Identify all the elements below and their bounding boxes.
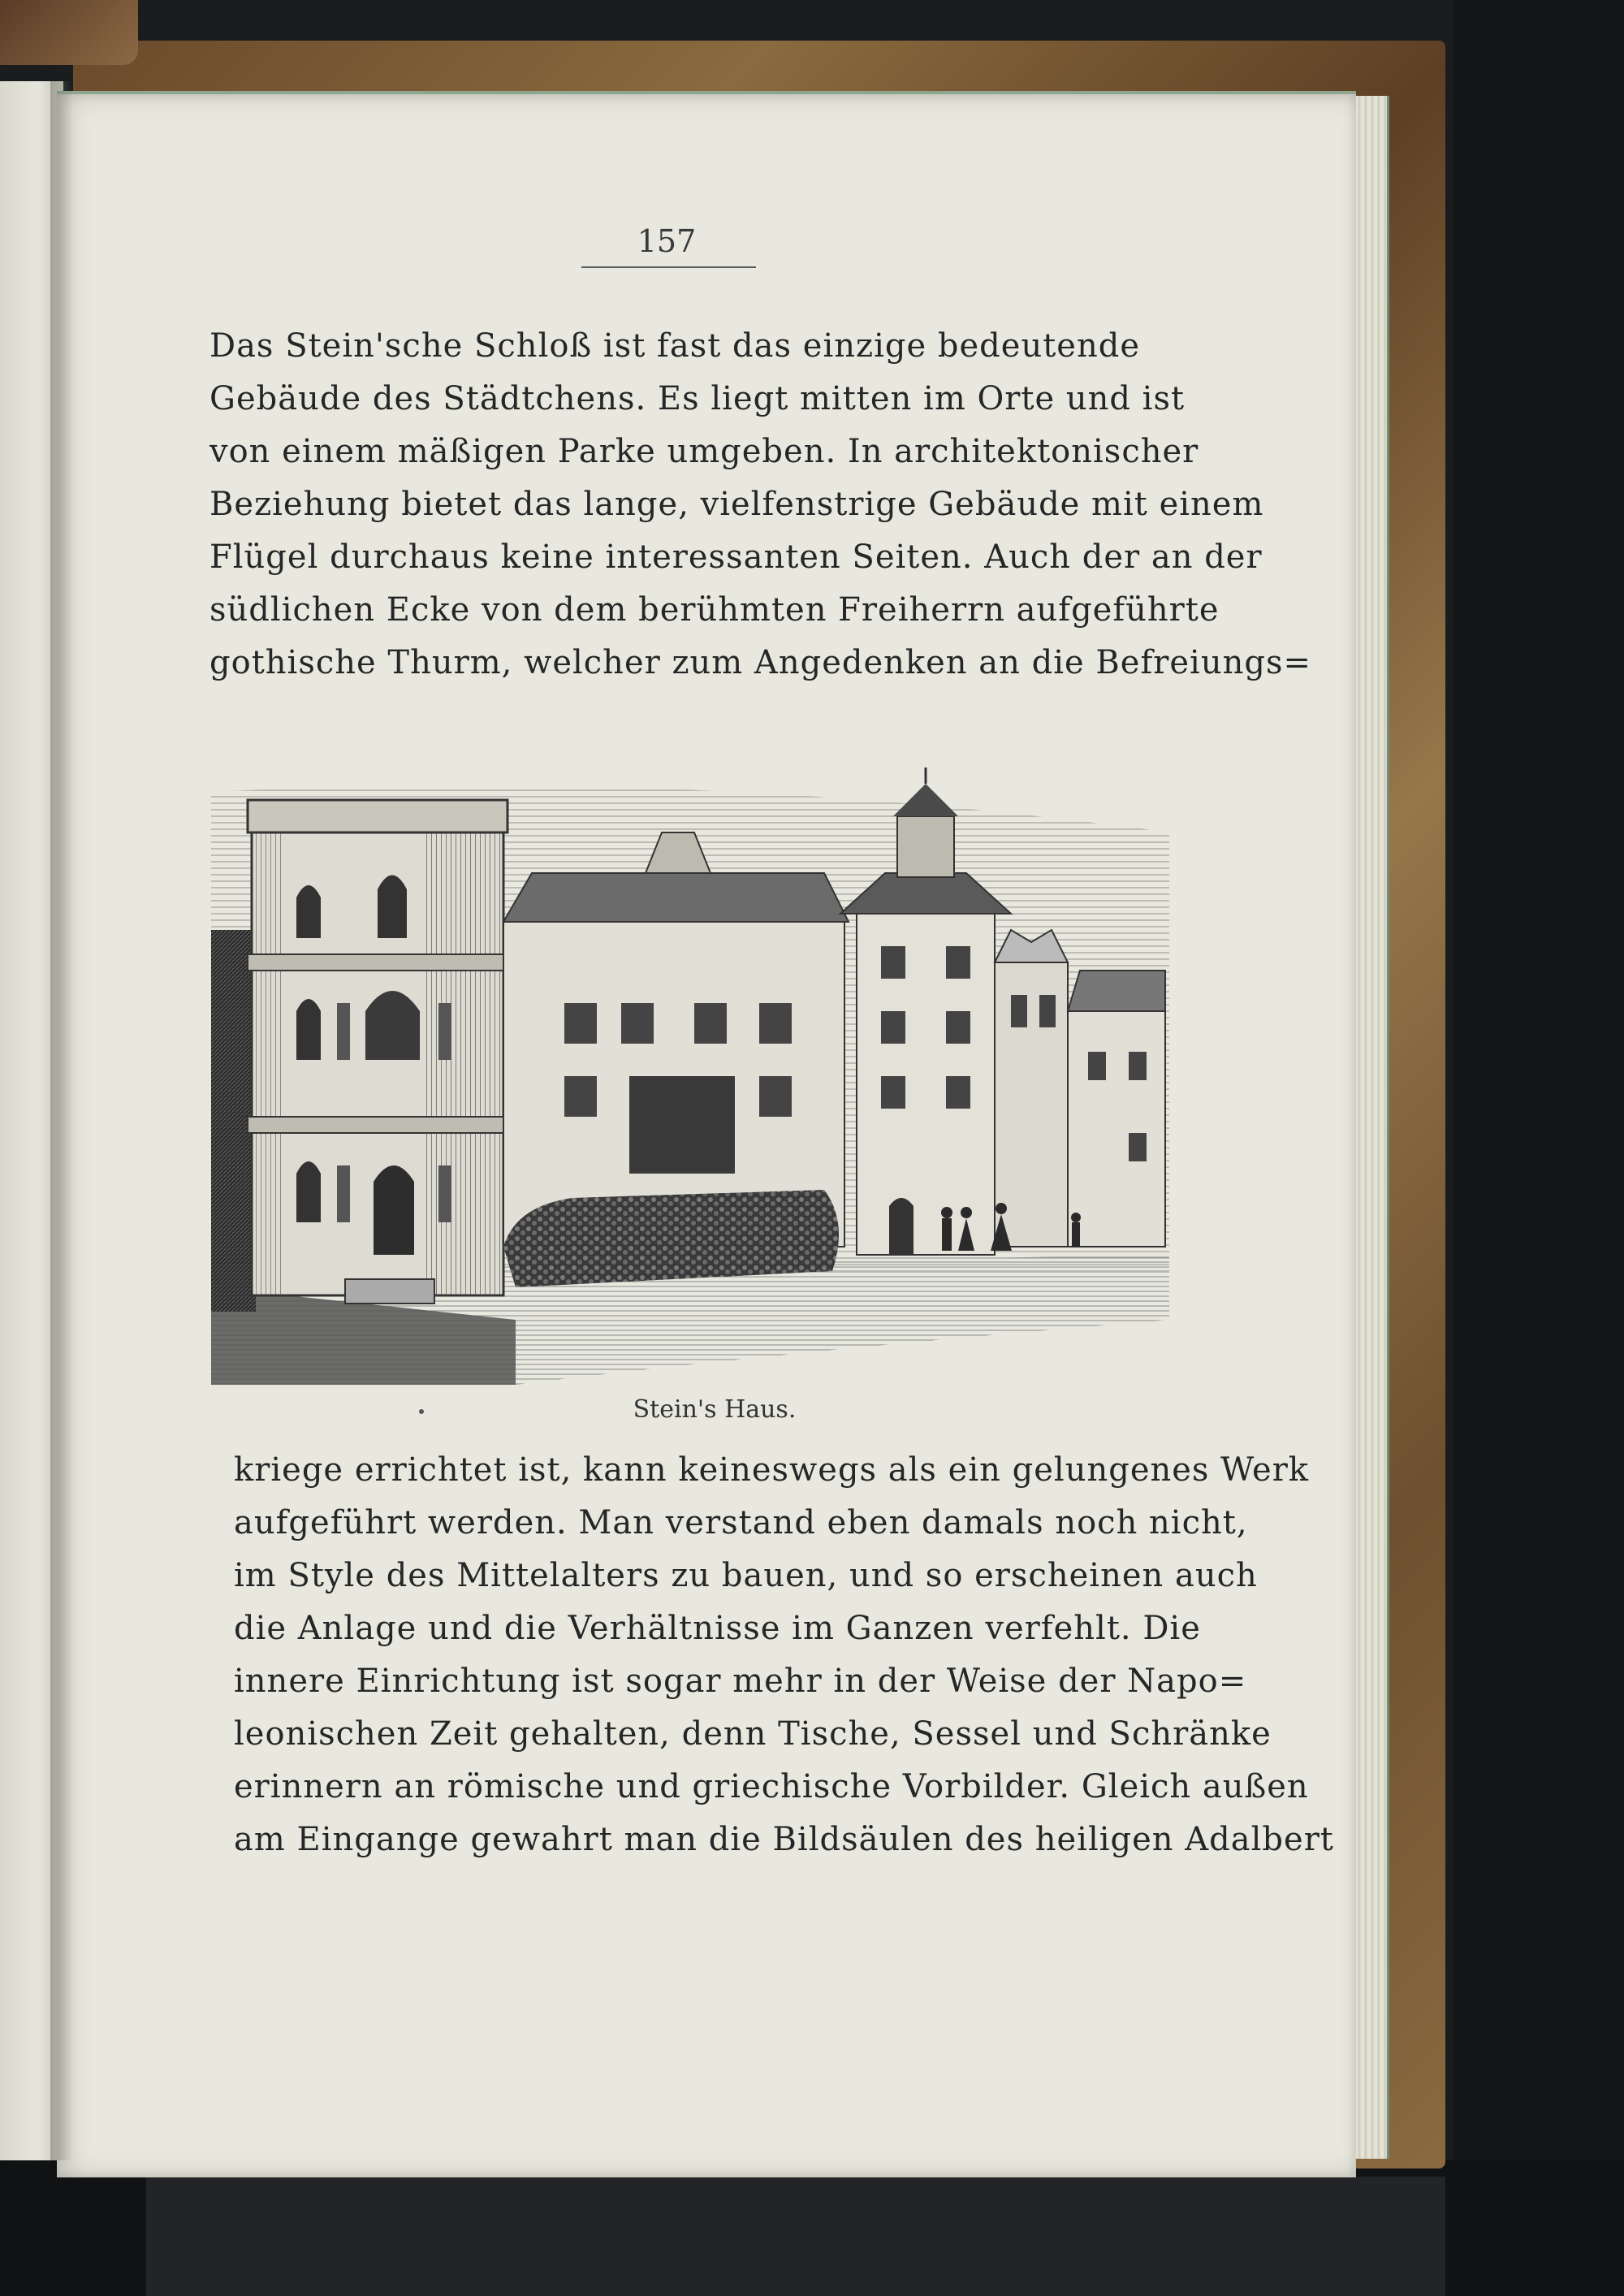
main-building <box>503 832 849 1247</box>
text-line: erinnern an römische und griechische Vorbilder. Gleich außen <box>234 1768 1309 1805</box>
text-line: Das Stein'sche Schloß ist fast das einzige bedeutende <box>209 327 1140 365</box>
engraving-illustration <box>207 767 1173 1386</box>
text-line: aufgeführt werden. Man verstand eben damals noch nicht, <box>234 1504 1248 1541</box>
cover-corner <box>0 0 138 65</box>
text-line: südlichen Ecke von dem berühmten Freiherrn aufgeführte <box>209 591 1220 629</box>
text-line: Flügel durchaus keine interessanten Seiten. Auch der an der <box>209 538 1263 576</box>
text-line: leonischen Zeit gehalten, denn Tische, Sessel und Schränke <box>234 1715 1272 1753</box>
text-line: die Anlage und die Verhältnisse im Ganzen verfehlt. Die <box>234 1610 1201 1647</box>
spine-shadow <box>50 81 73 2160</box>
hedge <box>503 1190 839 1287</box>
text-line: Gebäude des Städtchens. Es liegt mitten im Orte und ist <box>209 380 1186 417</box>
text-line: im Style des Mittelalters zu bauen, und so erscheinen auch <box>234 1557 1258 1594</box>
background-table-shadow <box>146 2177 1445 2296</box>
ink-speck <box>419 1409 424 1414</box>
right-buildings <box>995 930 1165 1247</box>
background-right <box>1453 0 1624 2296</box>
text-line: gothische Thurm, welcher zum Angedenken an die Befreiungs= <box>209 644 1312 681</box>
gothic-tower <box>248 800 508 1304</box>
engraving-stein-haus <box>207 767 1173 1386</box>
figure-caption: Stein's Haus. <box>633 1395 797 1424</box>
text-line: innere Einrichtung ist sogar mehr in der Weise der Napo= <box>234 1663 1247 1700</box>
text-line: von einem mäßigen Parke umgeben. In architektonischer <box>209 433 1199 470</box>
text-line: kriege errichtet ist, kann keineswegs als ein gelungenes Werk <box>234 1451 1310 1489</box>
page-number-rule <box>581 266 756 268</box>
page-number: 157 <box>637 223 697 259</box>
text-line: am Eingange gewahrt man die Bildsäulen des heiligen Adalbert <box>234 1821 1334 1858</box>
text-line: Beziehung bietet das lange, vielfenstrige Gebäude mit einem <box>209 486 1264 523</box>
